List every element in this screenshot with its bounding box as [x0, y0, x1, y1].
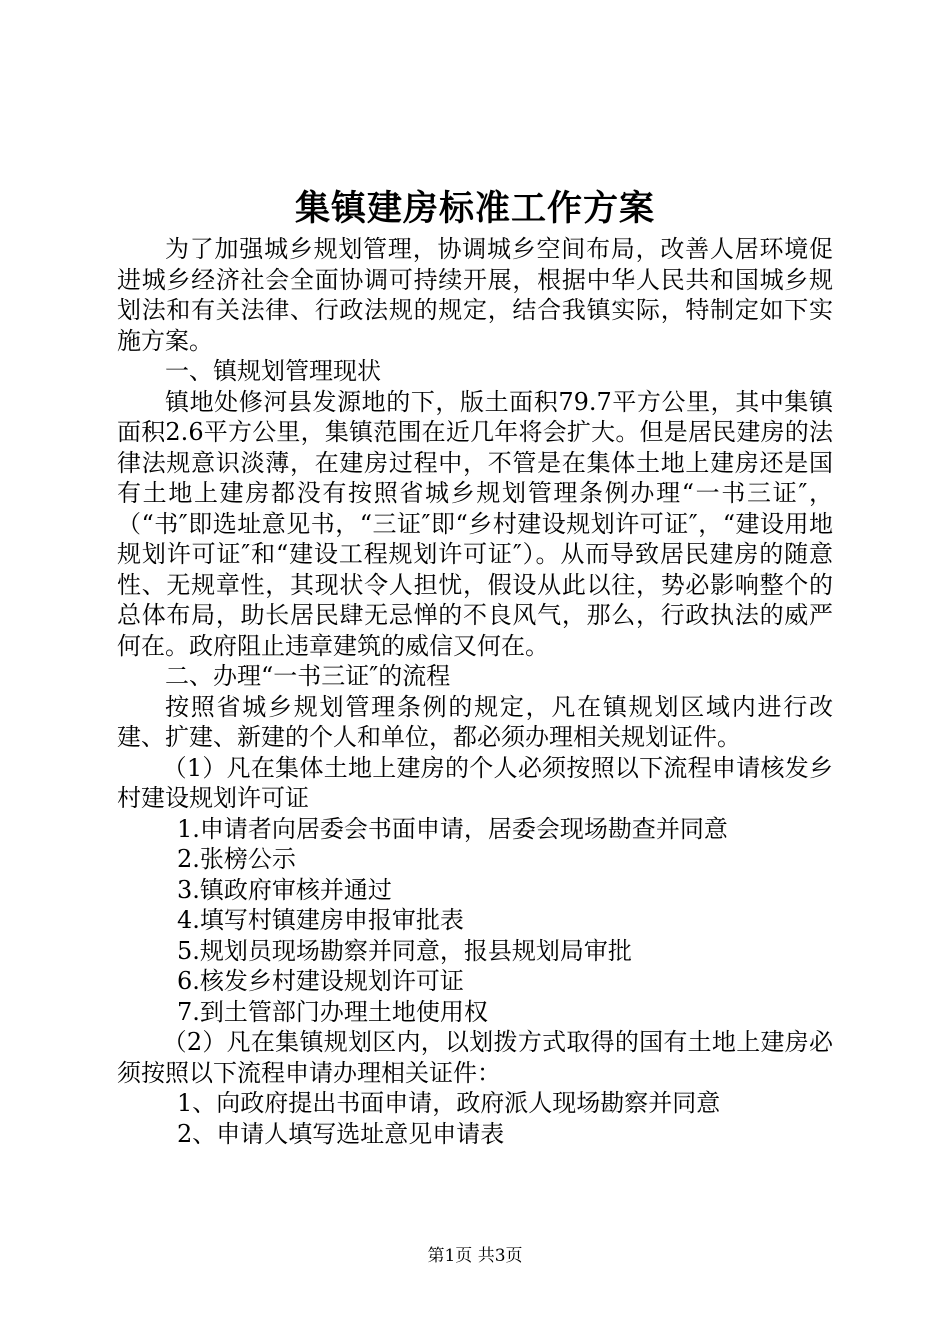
case-1-step: 5.规划员现场勘察并同意，报县规划局审批 — [177, 936, 632, 965]
case-2-intro: （2）凡在集镇规划区内，以划拨方式取得的国有土地上建房必须按照以下流程申请办理相关证件： — [117, 1028, 833, 1087]
case-2-step: 1、向政府提出书面申请，政府派人现场勘察并同意 — [177, 1089, 721, 1117]
document-title: 集镇建房标准工作方案 — [294, 188, 655, 229]
case-1-step: 7.到土管部门办理土地使用权 — [177, 997, 488, 1026]
case-2-step: 2、申请人填写选址意见申请表 — [177, 1119, 505, 1148]
intro-paragraph: 为了加强城乡规划管理，协调城乡空间布局，改善人居环境促进城乡经济社会全面协调可持续开展，根据中华人民共和国城乡规划法和有关法律、行政法规的规定，结合我镇实际，特制定如下实施方案。 — [117, 235, 833, 355]
case-1-step: 2.张榜公示 — [177, 845, 296, 873]
section-2-paragraph: 按照省城乡规划管理条例的规定，凡在镇规划区域内进行改建、扩建、新建的个人和单位，都必须办理相关规划证件。 — [117, 692, 833, 751]
case-1-step: 6.核发乡村建设规划许可证 — [177, 967, 464, 995]
section-1-paragraph: 镇地处修河县发源地的下，版土面积79.7平方公里，其中集镇面积2.6平方公里，集镇范围在近几年将会扩大。但是居民建房的法律法规意识淡薄，在建房过程中，不管是在集体土地上建房还是国有土地上建房都没有按照省城乡规划管理条例办理“一书三证″，（“书″即选址意见书，“三证″即“乡村建设规划许可证″，“建设用地规划许可证″和“建设工程规划许可证″）。从而导致居民建房的随意性、无规章性，其现状令人担忧，假设从此以往，势必影响整个的总体布局，助长居民肆无忌惮的不良风气，那么，行政执法的威严何在。政府阻止违章建筑的威信又何在。 — [117, 387, 833, 660]
case-1-step: 3.镇政府审核并通过 — [177, 875, 392, 904]
section-2-heading: 二、办理“一书三证″的流程 — [165, 662, 451, 690]
case-1-intro: （1）凡在集体土地上建房的个人必须按照以下流程申请核发乡村建设规划许可证 — [117, 753, 833, 812]
document-body — [117, 234, 833, 1149]
page-number-footer: 第1页 共3页 — [427, 1246, 523, 1266]
section-1-heading: 一、镇规划管理现状 — [165, 357, 381, 385]
case-1-step: 1.申请者向居委会书面申请，居委会现场勘查并同意 — [177, 814, 728, 843]
case-1-step: 4.填写村镇建房申报审批表 — [177, 906, 464, 934]
